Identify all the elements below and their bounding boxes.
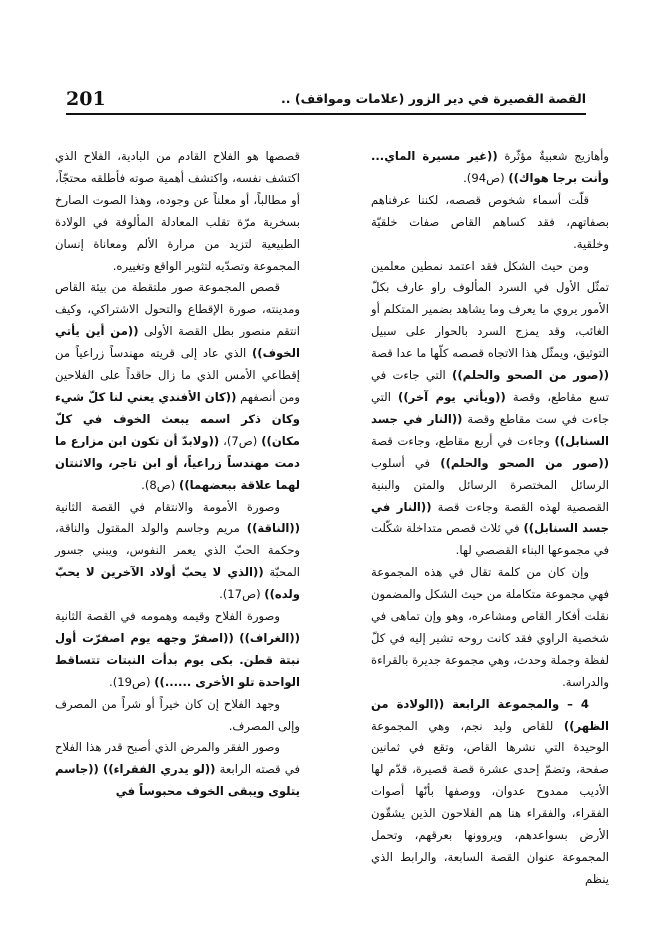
- paragraph-text: وإن كان من كلمة تقال في هذه المجموعة فهي مجموعة متكاملة من حيث الشكل والمضمون نقلت أفكار القاص ومشاعره، وهو وإن تماهى في شخصية الراوي فقد كانت روحه تشير إليه في كلّ لفظة وجملة وحدث، وهي مجموعة جديرة بالقراءة والدراسة.: [371, 565, 609, 689]
- paragraph-text: وصورة الفلاح وقيمه وهمومه في القصة الثانية: [55, 609, 280, 624]
- quoted-title: ((صور من الصحو والحلم)): [452, 368, 609, 383]
- header-rule: [66, 113, 586, 115]
- paragraph-text: ومن حيث الشكل فقد اعتمد نمطين معلمين تمثّل الأول في السرد المألوف راو عارف بكلّ الأمور يروي ما يعرف وما يشاهد بضمير المتكلم أو الغائب، وقد يمزج السرد بالحوار على سبيل التوثيق، ويمثّل هذا الاتجاه قصصه كلّها ما عدا قصة: [371, 258, 609, 361]
- paragraph-text: وجهد الفلاح إن كان خيراً أو شراً من المصرف وإلى المصرف.: [55, 696, 300, 733]
- paragraph-text: وأهازيج شعبيةٌ مؤثّرة: [497, 149, 609, 163]
- paragraph-text: وجاءت في أربع مقاطع، وجاءت قصة: [371, 433, 555, 448]
- paragraph-text: للقاص وليد نجم، وهي المجموعة الوحيدة التي نشرها القاص، وتقع في ثمانين صفحة، وتضمّ إحدى عشرة قصة قصيرة، قدّم لها الأديب ممدوح عدوان، ووصفها بأنّها أصوات الفقراء، والفقراء هنا هم الفلاحون الذين يشقّون الأرض بسواعدهم، ويروونها بعرقهم، وتحمل المجموعة عنوان القصة السابعة، والرابط الذي ينظم: [371, 718, 609, 886]
- paragraph: [371, 146, 609, 190]
- paragraph-text: قصصها هو الفلاح القادم من البادية، الفلاح الذي اكتشف نفسه، واكتشف أهمية صوته فأطلقه محتجّاً، أو مطالباً، أو معلناً عن وجوده، وهذا الصوت الصارخ بسخرية مرّة تقلب المعادلة المألوفة في الولادة الطبيعية لتزيد من مرارة الألم ومعاناة إنسان المجموعة وتصدّيه لتثوير الواقع وتغييره.: [55, 149, 300, 273]
- page-number: 201: [66, 88, 106, 110]
- quoted-title: ((الغراف)): [239, 630, 301, 645]
- quoted-title: ((صور من الصحو والحلم)): [440, 455, 609, 470]
- quoted-title: ((ويأتي يوم آخر)): [398, 389, 506, 404]
- paragraph-text: (ص17).: [219, 587, 265, 602]
- paragraph-text: وصور الفقر والمرض الذي أصبح قدر هذا الفلاح في قصته الرابعة: [55, 740, 301, 777]
- paragraph-text: التي جاءت في ست مقاطع وقصة: [371, 389, 609, 426]
- paragraph: [55, 497, 300, 607]
- left-column: [55, 146, 301, 799]
- paragraph-text: قلّت أسماء شخوص قصصه، لكننا عرفناهم بصفاتهم، فقد كساهم القاص صفات خلقيّة وخلقية.: [371, 192, 609, 251]
- quoted-title: ((من أين يأتي الخوف)): [55, 324, 300, 361]
- quoted-title: ((كان الأفندي يعني لنا كلّ شيء وكان ذكر اسمه يبعث الخوف في كلّ مكان)): [55, 389, 300, 448]
- paragraph-text: مريم وجاسم والولد المقتول والناقة، وحكمة الحبّ الذي يعمر النفوس، ويبني جسور المحبّة: [55, 521, 300, 580]
- quoted-title: ((ولابدّ أن تكون ابن مزارع ما دمت مهندساً زراعياً، أو ابن تاجر، والاثنتان لهما علاقة ببعضهما)): [55, 433, 300, 492]
- paragraph: [371, 190, 609, 256]
- paragraph-text: في ثلاث قصص متداخلة شكّلت في مجموعها البناء القصصي لها.: [371, 521, 609, 558]
- paragraph-text: في أسلوب الرسائل المختصرة الرسائل والمتن والبنية القصصية لهذه القصة وجاءت قصة: [371, 455, 609, 514]
- paragraph-text: التي جاءت في تسع مقاطع، وقصة: [371, 368, 609, 404]
- paragraph: [371, 562, 609, 693]
- paragraph-text: وصورة الأمومة والانتقام في القصة الثانية: [55, 499, 280, 514]
- paragraph-text: الذي عاد إلى قريته مهندساً زراعياً من إقطاعي الأمس الذي ما زال حاقداً على الفلاحين ومن أنصفهم: [55, 346, 300, 404]
- paragraph: [55, 737, 300, 803]
- paragraph-text: (ص94).: [463, 170, 509, 185]
- paragraph: [55, 606, 300, 694]
- quoted-title: ((غير مسيرة الماي... وأنت برجا هواك)): [371, 149, 609, 185]
- paragraph: [55, 694, 300, 738]
- quoted-title: ((اصفرّ وجهه يوم اصفرّت أول نبتة قطن. بكى يوم بدأت النبتات تتساقط الواحدة تلو الأخرى ......)): [55, 630, 300, 689]
- quoted-title: 4 – والمجموعة الرابعة ((الولادة من الظهر)): [371, 696, 609, 733]
- running-header: [66, 88, 586, 110]
- paragraph-text: قصص المجموعة صور ملتقطة من بيئة القاص ومدينته، صورة الإقطاع والتحول الاشتراكي، وكيف انتقم منصور بطل القصة الأولى: [55, 280, 300, 339]
- quoted-title: ((لو يدري الفقراء)): [103, 762, 216, 777]
- paragraph: [371, 694, 609, 891]
- paragraph: [55, 277, 300, 496]
- quoted-title: ((النار في جسد السنابل)): [371, 411, 609, 448]
- quoted-title: ((النار في جسد السنابل)): [371, 499, 609, 536]
- paragraph: [371, 256, 609, 563]
- quoted-title: ((الناقة)): [246, 521, 300, 536]
- paragraph-text: (ص7)،: [219, 433, 262, 448]
- quoted-title: ((جاسم يتلوى ويبقى الخوف محبوساً في: [55, 762, 300, 799]
- right-column: [371, 146, 609, 896]
- paragraph-text: (ص19).: [109, 674, 155, 689]
- paragraph: [55, 146, 300, 277]
- running-title: القصة القصيرة في دير الزور (علامات ومواقف) ..: [281, 91, 586, 106]
- paragraph-text: (ص8).: [141, 477, 180, 492]
- quoted-title: ((الذي لا يحبّ أولاد الآخرين لا يحبّ ولده)): [55, 565, 300, 602]
